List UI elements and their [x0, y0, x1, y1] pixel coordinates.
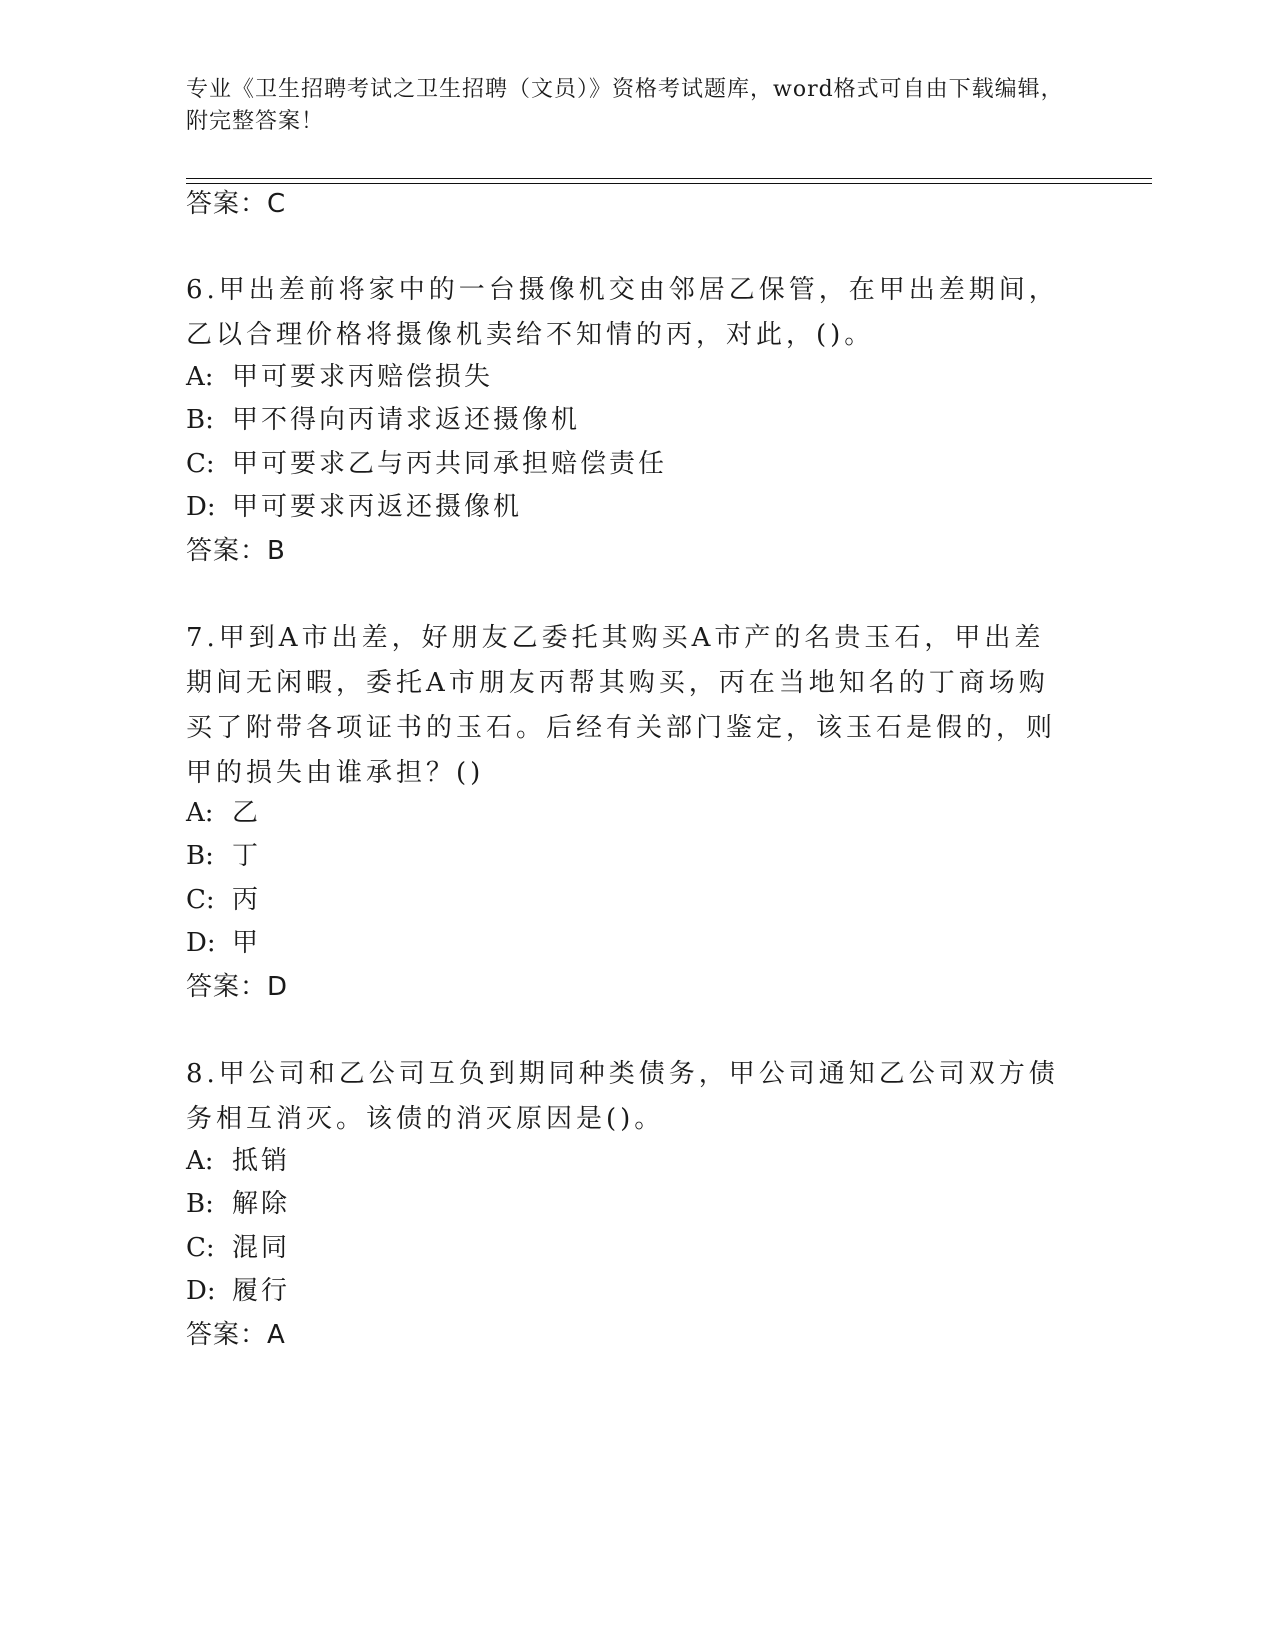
option-key: A:	[186, 798, 214, 828]
option-text: 履行	[232, 1276, 291, 1306]
option-key: D:	[186, 1276, 216, 1306]
question-7-option-a	[186, 797, 261, 829]
question-7-option-c	[186, 884, 261, 916]
question-7-option-b	[186, 840, 261, 872]
option-key: B:	[186, 841, 214, 871]
option-key: C:	[186, 1233, 215, 1263]
option-key: B:	[186, 1189, 214, 1219]
option-text: 丙	[232, 885, 262, 915]
question-8-stem: 8.甲公司和乙公司互负到期同种类债务，甲公司通知乙公司双方债务相互消灭。该债的消灭原因是()。	[186, 1059, 1059, 1134]
question-8-option-a	[186, 1145, 290, 1177]
question-6-option-c	[186, 448, 667, 480]
question-6-option-a	[186, 361, 493, 393]
option-text: 甲可要求丙返还摄像机	[232, 492, 523, 522]
option-key: D:	[186, 492, 216, 522]
question-6-answer: 答案：B	[186, 536, 286, 566]
document-header: 专业《卫生招聘考试之卫生招聘（文员）》资格考试题库，word格式可自由下载编辑，附完整答案！	[186, 77, 1064, 134]
header-divider-bottom	[186, 183, 1152, 184]
option-text: 解除	[232, 1189, 291, 1219]
question-6-option-b	[186, 404, 580, 436]
question-7-stem: 7.甲到A市出差，好朋友乙委托其购买A市产的名贵玉石，甲出差期间无闲暇，委托A市朋友丙帮其购买，丙在当地知名的丁商场购买了附带各项证书的玉石。后经有关部门鉴定，该玉石是假的，则甲的损失由谁承担？()	[186, 623, 1057, 788]
question-6-stem: 6.甲出差前将家中的一台摄像机交由邻居乙保管，在甲出差期间，乙以合理价格将摄像机卖给不知情的丙，对此，()。	[186, 275, 1059, 350]
option-text: 甲	[232, 928, 262, 958]
option-key: C:	[186, 449, 215, 479]
option-text: 混同	[232, 1233, 291, 1263]
option-text: 甲可要求丙赔偿损失	[232, 362, 494, 392]
option-key: A:	[186, 362, 214, 392]
header-divider-top	[186, 178, 1152, 179]
question-8-option-b	[186, 1188, 290, 1220]
option-key: D:	[186, 928, 216, 958]
option-key: B:	[186, 405, 214, 435]
question-7-answer: 答案：D	[186, 972, 289, 1002]
question-7-option-d	[186, 927, 261, 959]
option-text: 抵销	[232, 1146, 291, 1176]
option-key: C:	[186, 885, 215, 915]
question-6-option-d	[186, 491, 522, 523]
question-8-option-d	[186, 1275, 290, 1307]
previous-answer: 答案：C	[186, 189, 287, 219]
option-text: 丁	[232, 841, 262, 871]
option-key: A:	[186, 1146, 214, 1176]
question-8-answer: 答案：A	[186, 1320, 286, 1350]
question-8-option-c	[186, 1232, 290, 1264]
option-text: 甲可要求乙与丙共同承担赔偿责任	[232, 449, 668, 479]
option-text: 甲不得向丙请求返还摄像机	[232, 405, 581, 435]
option-text: 乙	[232, 798, 262, 828]
